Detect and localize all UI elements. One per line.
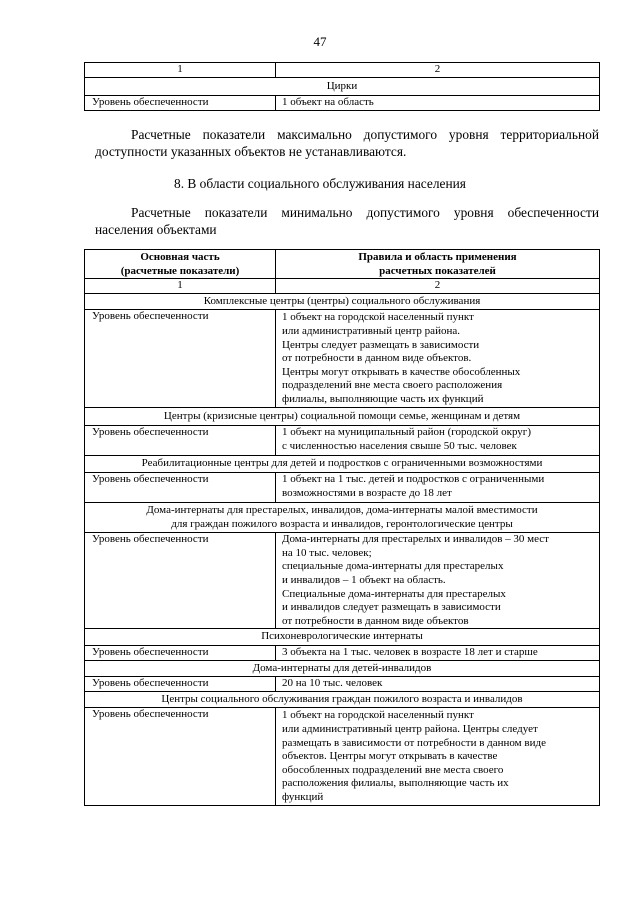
row-label: Уровень обеспеченности: [85, 646, 276, 661]
table-section-row: [85, 691, 600, 708]
page-number: 47: [313, 34, 327, 49]
table-header-row: [85, 250, 600, 279]
section-title: Цирки: [85, 77, 600, 96]
section-title: Дома-интернаты для престарелых, инвалидов, дома-интернаты малой вместимости для граждан пожилого возраста и инвалидов, геронтологические центры: [85, 503, 600, 533]
table-section-row: [85, 629, 600, 646]
column-number: 2: [276, 279, 600, 294]
column-number: 1: [85, 63, 276, 78]
header-rules: Правила и область применения расчетных показателей: [276, 250, 600, 279]
row-value: 1 объект на 1 тыс. детей и подростков с ограниченными возможностями в возрасте до 18 лет: [276, 472, 600, 502]
main-table: [84, 249, 600, 806]
section-heading: 8. В области социального обслуживания населения: [174, 176, 466, 191]
row-label: Уровень обеспеченности: [85, 708, 276, 805]
table-row: [85, 96, 600, 111]
top-table: [84, 62, 600, 111]
table-row: [85, 310, 600, 407]
paragraph-min-provision: [95, 204, 599, 238]
row-value: 20 на 10 тыс. человек: [276, 677, 600, 692]
table-section-row: [85, 503, 600, 533]
header-main-part: Основная часть (расчетные показатели): [85, 250, 276, 279]
table-row: [85, 63, 600, 78]
section-title: Дома-интернаты для детей-инвалидов: [85, 660, 600, 677]
column-number: 1: [85, 279, 276, 294]
row-label: Уровень обеспеченности: [85, 472, 276, 502]
row-label: Уровень обеспеченности: [85, 96, 276, 111]
paragraph-line: населения объектами: [95, 222, 217, 237]
table-row: [85, 646, 600, 661]
table-row: [85, 533, 600, 629]
paragraph-line: доступности указанных объектов не устанавливаются.: [95, 144, 407, 159]
paragraph-line: Расчетные показатели минимально допустимого уровня обеспеченности: [131, 205, 599, 220]
row-value: 1 объект на городской населенный пункт или административный центр района. Центры следует размещать в зависимости от потребности в данном виде объектов. Центры могут открывать в качестве обособленных подразделений вне места своего расположения филиалы, выполняющие часть их функций: [276, 708, 600, 805]
row-label: Уровень обеспеченности: [85, 677, 276, 692]
column-number: 2: [276, 63, 600, 78]
table-section-row: [85, 293, 600, 310]
row-value: 1 объект на городской населенный пункт или административный центр района. Центры следует размещать в зависимости от потребности в данном виде объектов. Центры могут открывать в качестве обособленных подразделений вне места своего расположения филиалы, выполняющие часть их функций: [276, 310, 600, 407]
row-label: Уровень обеспеченности: [85, 310, 276, 407]
table-row: [85, 426, 600, 456]
table-row: [85, 472, 600, 502]
row-label: Уровень обеспеченности: [85, 533, 276, 629]
row-value: Дома-интернаты для престарелых и инвалидов – 30 мест на 10 тыс. человек; специальные дома-интернаты для престарелых и инвалидов – 1 объект на область. Специальные дома-интернаты для престарелых и инвалидов следует размещать в зависимости от потребности в данном виде объектов: [276, 533, 600, 629]
section-title: Психоневрологические интернаты: [85, 629, 600, 646]
table-section-row: [85, 660, 600, 677]
paragraph-max-accessibility: [95, 126, 599, 160]
paragraph-line: Расчетные показатели максимально допустимого уровня территориальной: [131, 127, 599, 142]
table-row: [85, 677, 600, 692]
table-section-row: [85, 77, 600, 96]
row-value: 1 объект на муниципальный район (городской округ) с численностью населения свыше 50 тыс. человек: [276, 426, 600, 456]
section-title: Центры (кризисные центры) социальной помощи семье, женщинам и детям: [85, 407, 600, 426]
row-value: 1 объект на область: [276, 96, 600, 111]
row-label: Уровень обеспеченности: [85, 426, 276, 456]
section-title: Реабилитационные центры для детей и подростков с ограниченными возможностями: [85, 456, 600, 473]
section-title: Комплексные центры (центры) социального обслуживания: [85, 293, 600, 310]
row-value: 3 объекта на 1 тыс. человек в возрасте 18 лет и старше: [276, 646, 600, 661]
section-title: Центры социального обслуживания граждан пожилого возраста и инвалидов: [85, 691, 600, 708]
table-section-row: [85, 456, 600, 473]
table-row: [85, 708, 600, 805]
table-section-row: [85, 407, 600, 426]
table-row: [85, 279, 600, 294]
